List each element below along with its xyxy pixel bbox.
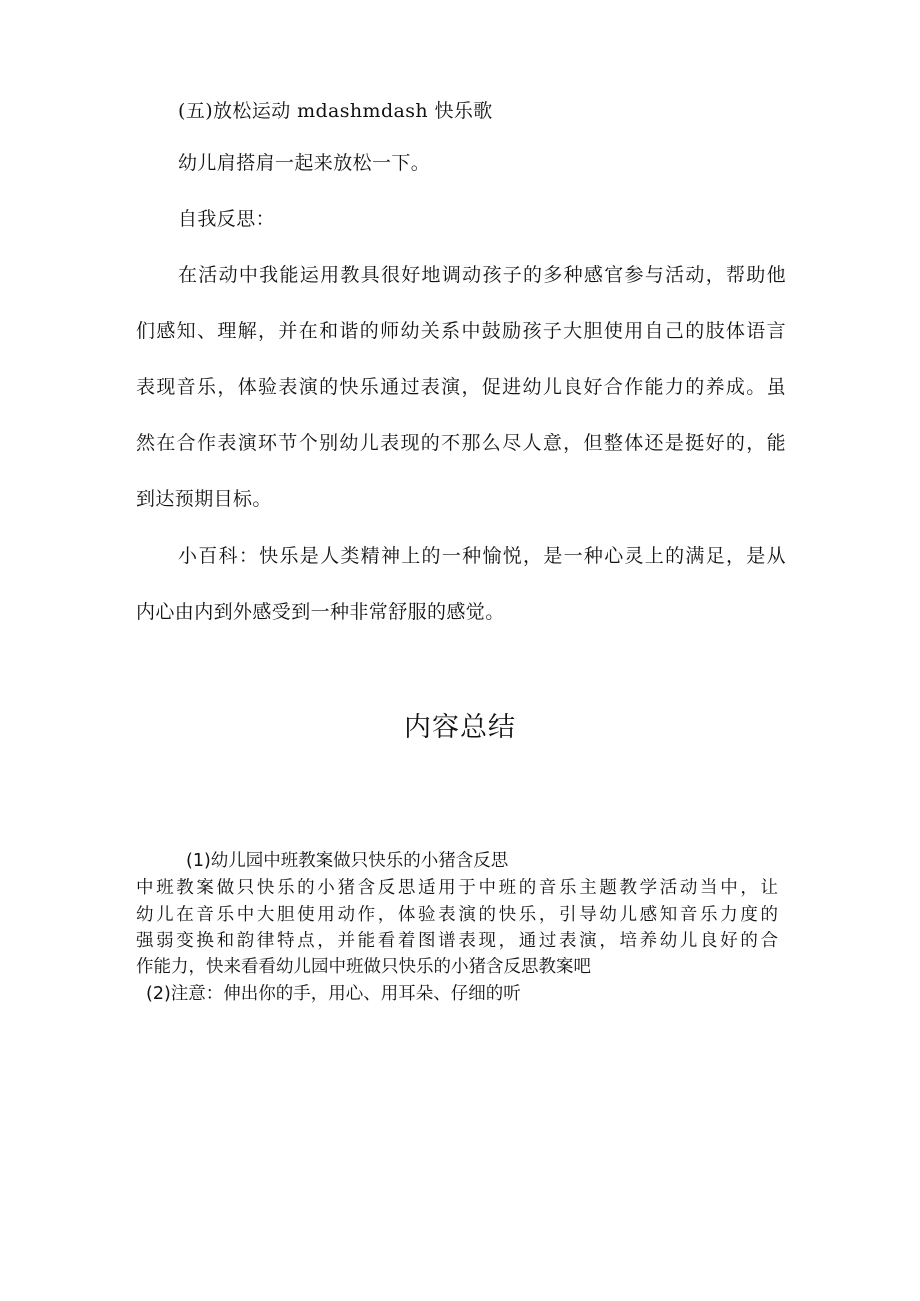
summary-item-line: 强弱变换和韵律特点，并能看着图谱表现，通过表演，培养幼儿良好的合 [136, 931, 778, 951]
encyclopedia-line: 内心由内到外感受到一种非常舒服的感觉。 [136, 601, 505, 623]
relax-paragraph: 幼儿肩搭肩一起来放松一下。 [178, 152, 431, 174]
reflection-line: 表现音乐，体验表演的快乐通过表演，促进幼儿良好合作能力的养成。虽 [136, 376, 786, 398]
encyclopedia-line: 小百科：快乐是人类精神上的一种愉悦，是一种心灵上的满足，是从 [178, 545, 786, 567]
summary-item-2: (2)注意：伸出你的手，用心、用耳朵、仔细的听 [146, 984, 521, 1004]
section-heading: (五)放松运动 mdashmdash 快乐歌 [178, 100, 493, 122]
reflection-line: 然在合作表演环节个别幼儿表现的不那么尽人意，但整体还是挺好的，能 [136, 432, 786, 454]
reflection-label: 自我反思： [178, 208, 276, 230]
summary-item-line: 中班教案做只快乐的小猪含反思适用于中班的音乐主题教学活动当中，让 [136, 878, 778, 898]
summary-item-title: (1)幼儿园中班教案做只快乐的小猪含反思 [186, 851, 509, 871]
summary-item-line: 幼儿在音乐中大胆使用动作，体验表演的快乐，引导幼儿感知音乐力度的 [136, 905, 778, 925]
reflection-line: 在活动中我能运用教具很好地调动孩子的多种感官参与活动，帮助他 [178, 264, 786, 286]
reflection-line: 到达预期目标。 [136, 488, 272, 510]
summary-item-line: 作能力，快来看看幼儿园中班做只快乐的小猪含反思教案吧 [136, 957, 591, 977]
summary-title: 内容总结 [404, 712, 516, 743]
reflection-line: 们感知、理解，并在和谐的师幼关系中鼓励孩子大胆使用自己的肢体语言 [136, 320, 786, 342]
